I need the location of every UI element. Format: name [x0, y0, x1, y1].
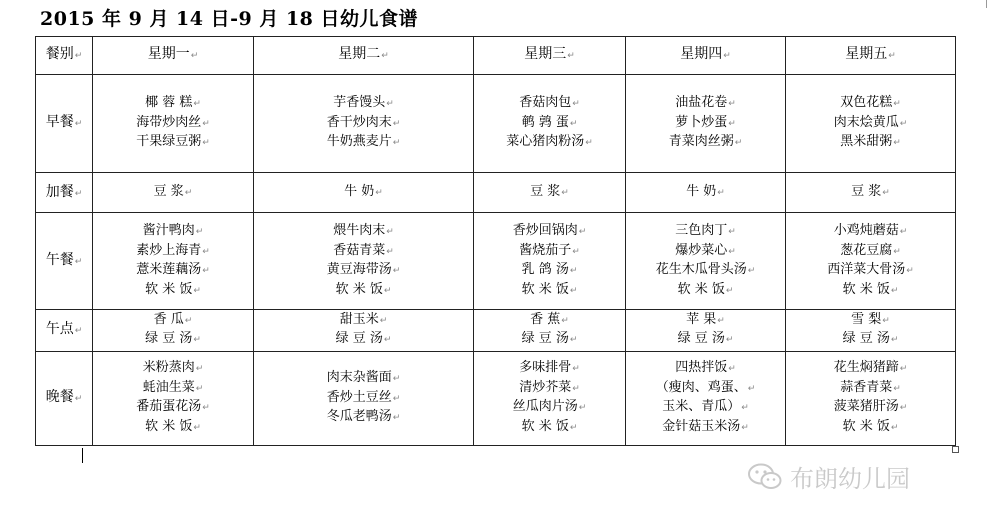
menu-cell: [93, 309, 254, 351]
dish-text: 芋香馒头: [333, 95, 386, 111]
meal-label-cell: [36, 213, 93, 309]
meal-label-cell: [36, 75, 93, 173]
dish-item: [626, 261, 785, 281]
paragraph-mark: ↵: [578, 403, 587, 414]
paragraph-mark: ↵: [386, 99, 394, 110]
dish-item: [254, 311, 473, 331]
dish-item: [474, 222, 625, 242]
dish-text: 牛奶燕麦片: [326, 134, 392, 150]
dish-text: 双色花糕: [840, 95, 893, 111]
paragraph-mark: ↵: [728, 364, 736, 375]
header-day: [786, 37, 956, 75]
header-corner-label: 餐别: [45, 46, 74, 63]
dish-text: 软 米 饭: [521, 418, 569, 434]
table-resize-handle[interactable]: [952, 446, 959, 453]
dish-item: [626, 311, 785, 331]
dish-item: [93, 359, 253, 379]
dish-text: 苹 果: [686, 311, 717, 327]
dish-item: [786, 379, 955, 399]
paragraph-mark: ↵: [888, 51, 896, 62]
dish-item: [93, 311, 253, 331]
paragraph-mark: ↵: [392, 118, 401, 129]
dish-text: 香炒回锅肉: [512, 223, 578, 239]
dish-text: 软 米 饭: [842, 281, 890, 297]
dish-text: 软 米 饭: [521, 281, 569, 297]
paragraph-mark: ↵: [195, 227, 204, 238]
meal-label: 午点: [45, 320, 74, 337]
dish-text: 萝卜炒蛋: [675, 114, 728, 130]
dish-item: [626, 133, 785, 153]
dish-item: [474, 94, 625, 114]
meal-label: 早餐: [45, 114, 74, 131]
dish-text: （瘦肉、鸡蛋、: [655, 379, 747, 395]
meal-row: [36, 213, 956, 309]
dish-item: [254, 133, 473, 153]
dish-text: 菠菜猪肝汤: [833, 399, 899, 415]
paragraph-mark: ↵: [572, 99, 580, 110]
paragraph-mark: ↵: [734, 138, 743, 149]
meal-row: [36, 351, 956, 445]
dish-item: [254, 261, 473, 281]
menu-cell: [93, 75, 254, 173]
dish-item: [626, 183, 785, 203]
dish-item: [474, 242, 625, 262]
dish-item: [254, 389, 473, 409]
header-corner: [36, 37, 93, 75]
menu-cell: [254, 173, 474, 213]
paragraph-mark: ↵: [572, 364, 580, 375]
menu-cell: [626, 173, 786, 213]
dish-text: 酱烧茄子: [519, 242, 572, 258]
meal-label: 加餐: [45, 183, 74, 200]
dish-item: [626, 222, 785, 242]
dish-text: 花生木瓜骨头汤: [655, 262, 747, 278]
menu-cell: [786, 75, 956, 173]
dish-text: 鹌 鹑 蛋: [521, 114, 569, 130]
dish-text: 牛 奶: [686, 184, 717, 200]
dish-text: 海带炒肉丝: [136, 114, 202, 130]
paragraph-mark: ↵: [906, 266, 914, 277]
dish-text: 油盐花卷: [675, 95, 728, 111]
menu-cell: [474, 173, 626, 213]
dish-text: 三色肉丁: [675, 223, 728, 239]
dish-item: [786, 398, 955, 418]
paragraph-mark: ↵: [747, 266, 756, 277]
paragraph-mark: ↵: [381, 51, 389, 62]
menu-cell: [474, 213, 626, 309]
paragraph-mark: ↵: [193, 99, 201, 110]
menu-cell: [786, 173, 956, 213]
dish-item: [93, 261, 253, 281]
page-title: 2015 年 9 月 14 日-9 月 18 日幼儿食谱: [40, 8, 419, 30]
menu-cell: [93, 213, 254, 309]
dish-item: [786, 222, 955, 242]
dish-text: 肉末烩黄瓜: [833, 114, 899, 130]
dish-text: 酱汁鸭肉: [142, 223, 195, 239]
dish-item: [474, 418, 625, 438]
dish-item: [786, 418, 955, 438]
dish-item: [626, 281, 785, 301]
day-label: 星期三: [524, 46, 567, 63]
dish-text: 金针菇玉米汤: [662, 418, 741, 434]
menu-cell: [626, 309, 786, 351]
dish-text: 蚝油生菜: [142, 379, 195, 395]
meal-row: [36, 173, 956, 213]
menu-cell: [786, 213, 956, 309]
paragraph-mark: ↵: [392, 266, 401, 277]
paragraph-mark: ↵: [74, 256, 83, 267]
dish-item: [254, 94, 473, 114]
dish-item: [474, 398, 625, 418]
dish-text: 绿 豆 汤: [145, 331, 193, 347]
paragraph-mark: ↵: [725, 285, 734, 296]
dish-text: 香菇青菜: [333, 242, 386, 258]
paragraph-mark: ↵: [899, 403, 908, 414]
dish-text: 豆 浆: [851, 184, 882, 200]
dish-item: [254, 242, 473, 262]
dish-item: [93, 242, 253, 262]
dish-text: 爆炒菜心: [675, 242, 728, 258]
dish-text: 煨牛肉末: [333, 223, 386, 239]
dish-item: [474, 311, 625, 331]
paragraph-mark: ↵: [392, 374, 401, 385]
paragraph-mark: ↵: [379, 315, 388, 326]
dish-item: [786, 281, 955, 301]
paragraph-mark: ↵: [728, 99, 736, 110]
dish-item: [626, 398, 785, 418]
paragraph-mark: ↵: [882, 188, 890, 199]
dish-text: 西洋菜大骨汤: [827, 262, 906, 278]
dish-text: 乳 鸽 汤: [521, 262, 569, 278]
menu-cell: [474, 351, 626, 445]
dish-text: 豆 浆: [153, 184, 184, 200]
menu-cell: [93, 351, 254, 445]
menu-cell: [626, 213, 786, 309]
header-day: [93, 37, 254, 75]
paragraph-mark: ↵: [717, 188, 725, 199]
header-day: [626, 37, 786, 75]
dish-text: 香干炒肉末: [326, 114, 392, 130]
dish-text: 黑米甜粥: [840, 134, 893, 150]
dish-item: [626, 418, 785, 438]
day-label: 星期二: [338, 46, 381, 63]
paragraph-mark: ↵: [202, 246, 210, 257]
paragraph-mark: ↵: [74, 394, 83, 405]
paragraph-mark: ↵: [386, 246, 394, 257]
paragraph-mark: ↵: [569, 266, 578, 277]
paragraph-mark: ↵: [195, 383, 204, 394]
dish-item: [474, 330, 625, 350]
paragraph-mark: ↵: [383, 285, 392, 296]
header-day: [254, 37, 474, 75]
menu-table: [35, 36, 956, 446]
dish-item: [626, 242, 785, 262]
dish-item: [626, 114, 785, 134]
dish-item: [786, 359, 955, 379]
dish-text: 清炒芥菜: [519, 379, 572, 395]
paragraph-mark: ↵: [193, 285, 201, 296]
paragraph-mark: ↵: [561, 188, 569, 199]
wechat-icon: [748, 463, 782, 491]
dish-text: 素炒上海青: [136, 242, 202, 258]
paragraph-mark: ↵: [74, 119, 83, 130]
dish-text: 四热拌饭: [675, 360, 728, 376]
dish-item: [93, 379, 253, 399]
paragraph-mark: ↵: [728, 246, 736, 257]
dish-text: 椰 蓉 糕: [145, 95, 193, 111]
paragraph-mark: ↵: [561, 315, 569, 326]
dish-item: [93, 183, 253, 203]
menu-cell: [254, 213, 474, 309]
dish-item: [93, 94, 253, 114]
paragraph-mark: ↵: [375, 188, 383, 199]
dish-item: [786, 242, 955, 262]
dish-text: 冬瓜老鸭汤: [326, 409, 392, 425]
dish-item: [626, 379, 785, 399]
dish-text: 黄豆海带汤: [326, 262, 392, 278]
dish-text: 绿 豆 汤: [842, 331, 890, 347]
text-cursor: [82, 448, 83, 463]
paragraph-mark: ↵: [893, 99, 901, 110]
meal-label: 晚餐: [45, 389, 74, 406]
paragraph-mark: ↵: [893, 383, 901, 394]
dish-item: [254, 183, 473, 203]
paragraph-mark: ↵: [717, 315, 725, 326]
paragraph-mark: ↵: [723, 51, 731, 62]
meal-label-cell: [36, 309, 93, 351]
paragraph-mark: ↵: [899, 364, 908, 375]
dish-text: 番茄蛋花汤: [136, 399, 202, 415]
dish-text: 小鸡炖蘑菇: [833, 223, 899, 239]
dish-text: 米粉蒸肉: [142, 360, 195, 376]
dish-item: [474, 114, 625, 134]
dish-item: [786, 330, 955, 350]
menu-cell: [474, 309, 626, 351]
dish-item: [474, 261, 625, 281]
paragraph-mark: ↵: [728, 118, 736, 129]
dish-item: [93, 222, 253, 242]
dish-item: [93, 398, 253, 418]
paragraph-mark: ↵: [195, 364, 204, 375]
dish-item: [786, 133, 955, 153]
meal-row: [36, 309, 956, 351]
paragraph-mark: ↵: [383, 335, 392, 346]
paragraph-mark: ↵: [569, 422, 578, 433]
paragraph-mark: ↵: [202, 138, 210, 149]
menu-cell: [626, 75, 786, 173]
paragraph-mark: ↵: [725, 335, 734, 346]
dish-text: 香 蕉: [530, 311, 561, 327]
dish-text: 绿 豆 汤: [335, 331, 383, 347]
menu-cell: [93, 173, 254, 213]
menu-cell: [626, 351, 786, 445]
header-row: [36, 37, 956, 75]
dish-text: 花生焖猪蹄: [833, 360, 899, 376]
dish-item: [254, 369, 473, 389]
dish-text: 肉末杂酱面: [326, 370, 392, 386]
dish-item: [626, 359, 785, 379]
dish-item: [786, 94, 955, 114]
dish-item: [786, 311, 955, 331]
paragraph-mark: ↵: [193, 335, 201, 346]
paragraph-mark: ↵: [184, 315, 193, 326]
day-label: 星期四: [680, 46, 723, 63]
dish-text: 香炒土豆丝: [326, 389, 392, 405]
meal-label-cell: [36, 351, 93, 445]
dish-text: 香菇肉包: [519, 95, 572, 111]
dish-item: [93, 114, 253, 134]
dish-item: [474, 379, 625, 399]
day-label: 星期一: [147, 46, 190, 63]
menu-cell: [254, 309, 474, 351]
paragraph-mark: ↵: [893, 246, 901, 257]
paragraph-mark: ↵: [893, 138, 901, 149]
meal-label-cell: [36, 173, 93, 213]
dish-text: 雪 梨: [851, 311, 882, 327]
dish-item: [254, 114, 473, 134]
dish-text: 绿 豆 汤: [521, 331, 569, 347]
paragraph-mark: ↵: [899, 227, 908, 238]
paragraph-mark: ↵: [184, 188, 193, 199]
paragraph-mark: ↵: [569, 118, 578, 129]
paragraph-mark: ↵: [386, 227, 394, 238]
dish-item: [254, 222, 473, 242]
dish-item: [786, 114, 955, 134]
paragraph-mark: ↵: [74, 51, 83, 62]
dish-item: [626, 94, 785, 114]
meal-label: 午餐: [45, 251, 74, 268]
dish-item: [254, 330, 473, 350]
dish-text: 丝瓜肉片汤: [512, 399, 578, 415]
paragraph-mark: ↵: [585, 138, 593, 149]
dish-text: 绿 豆 汤: [677, 331, 725, 347]
dish-item: [474, 183, 625, 203]
dish-text: 多味排骨: [519, 360, 572, 376]
paragraph-mark: ↵: [572, 246, 580, 257]
paragraph-mark: ↵: [890, 335, 899, 346]
menu-cell: [254, 351, 474, 445]
dish-text: 软 米 饭: [145, 281, 193, 297]
meal-row: [36, 75, 956, 173]
dish-text: 香 瓜: [153, 311, 184, 327]
paragraph-mark: ↵: [747, 383, 756, 394]
paragraph-mark: ↵: [572, 383, 580, 394]
paragraph-mark: ↵: [193, 422, 201, 433]
paragraph-mark: ↵: [890, 285, 899, 296]
paragraph-mark: ↵: [392, 138, 401, 149]
paragraph-mark: ↵: [569, 335, 578, 346]
header-day: [474, 37, 626, 75]
paragraph-mark: ↵: [899, 118, 908, 129]
paragraph-mark: ↵: [202, 403, 210, 414]
paragraph-mark: ↵: [74, 188, 83, 199]
paragraph-mark: ↵: [392, 413, 401, 424]
dish-item: [786, 261, 955, 281]
dish-text: 蒜香青菜: [840, 379, 893, 395]
paragraph-mark: ↵: [741, 403, 749, 414]
paragraph-mark: ↵: [392, 393, 401, 404]
dish-text: 甜玉米: [339, 311, 379, 327]
dish-text: 软 米 饭: [335, 281, 383, 297]
dish-text: 软 米 饭: [677, 281, 725, 297]
dish-item: [474, 133, 625, 153]
dish-text: 软 米 饭: [145, 418, 193, 434]
paragraph-mark: ↵: [74, 325, 83, 336]
dish-item: [93, 133, 253, 153]
menu-cell: [786, 309, 956, 351]
paragraph-mark: ↵: [890, 422, 899, 433]
dish-text: 牛 奶: [344, 184, 375, 200]
dish-text: 软 米 饭: [842, 418, 890, 434]
dish-text: 薏米莲藕汤: [136, 262, 202, 278]
paragraph-mark: ↵: [190, 51, 199, 62]
paragraph-mark: ↵: [578, 227, 587, 238]
dish-item: [254, 281, 473, 301]
dish-item: [93, 330, 253, 350]
dish-item: [254, 408, 473, 428]
paragraph-mark: ↵: [569, 285, 578, 296]
menu-cell: [786, 351, 956, 445]
dish-item: [474, 281, 625, 301]
dish-text: 菜心猪肉粉汤: [506, 134, 585, 150]
paragraph-mark: ↵: [882, 315, 890, 326]
dish-item: [626, 330, 785, 350]
day-label: 星期五: [845, 46, 888, 63]
dish-text: 玉米、青瓜）: [662, 399, 741, 415]
menu-cell: [254, 75, 474, 173]
dish-item: [93, 281, 253, 301]
dish-text: 干果绿豆粥: [136, 134, 202, 150]
menu-cell: [474, 75, 626, 173]
dish-text: 青菜肉丝粥: [668, 134, 734, 150]
paragraph-mark: ↵: [202, 266, 210, 277]
watermark: [748, 459, 910, 494]
paragraph-mark: ↵: [567, 51, 575, 62]
dish-item: [474, 359, 625, 379]
dish-text: 葱花豆腐: [840, 242, 893, 258]
dish-text: 豆 浆: [530, 184, 561, 200]
paragraph-mark: ↵: [728, 227, 736, 238]
dish-item: [786, 183, 955, 203]
watermark-text: 布朗幼儿园: [790, 465, 910, 493]
dish-item: [93, 418, 253, 438]
paragraph-mark: ↵: [741, 422, 749, 433]
paragraph-mark: ↵: [202, 118, 210, 129]
